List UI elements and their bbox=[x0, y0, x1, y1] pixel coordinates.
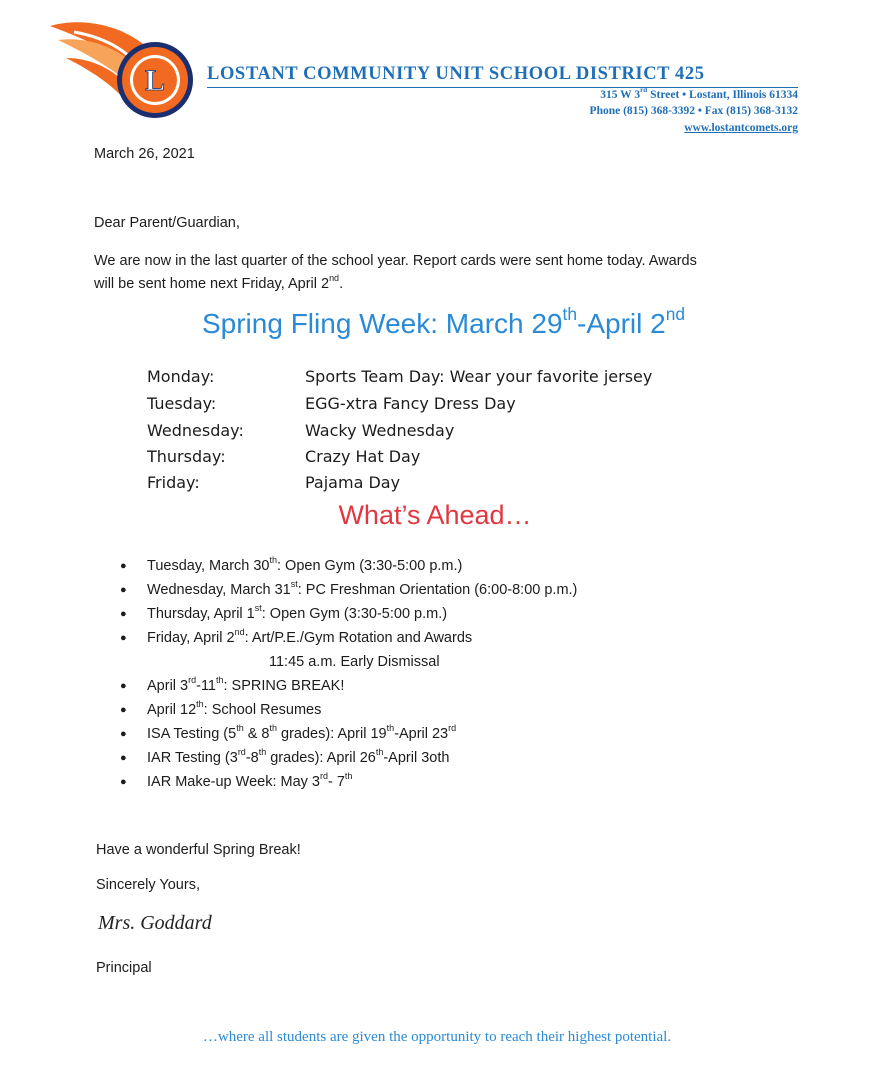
list-item: ● Friday, April 2nd: Art/P.E./Gym Rotation and Awards 11:45 a.m. Early Dismissal bbox=[120, 626, 577, 674]
bullet-icon: ● bbox=[120, 608, 127, 620]
footer-motto: …where all students are given the opportunity to reach their highest potential. bbox=[202, 1029, 672, 1045]
schedule-theme-tuesday: EGG-xtra Fancy Dress Day bbox=[305, 394, 516, 413]
schedule-theme-monday: Sports Team Day: Wear your favorite jersey bbox=[305, 367, 653, 386]
schedule-day-thursday: Thursday: bbox=[147, 447, 226, 466]
signer-title: Principal bbox=[96, 960, 152, 976]
letter-date: March 26, 2021 bbox=[94, 146, 195, 162]
header-rule bbox=[207, 87, 798, 88]
bullet-icon: ● bbox=[120, 680, 127, 692]
bullet-icon: ● bbox=[120, 632, 127, 644]
schedule-day-wednesday: Wednesday: bbox=[147, 421, 244, 440]
whats-ahead-heading: What’s Ahead… bbox=[338, 500, 532, 530]
bullet-icon: ● bbox=[120, 584, 127, 596]
upcoming-events-list bbox=[120, 554, 577, 794]
salutation: Dear Parent/Guardian, bbox=[94, 215, 240, 231]
district-name: LOSTANT COMMUNITY UNIT SCHOOL DISTRICT 425 bbox=[207, 64, 705, 84]
district-website-link[interactable]: www.lostantcomets.org bbox=[684, 122, 798, 134]
school-logo bbox=[48, 18, 198, 126]
list-item: ● IAR Make-up Week: May 3rd- 7th bbox=[120, 770, 577, 794]
list-item: ● Thursday, April 1st: Open Gym (3:30-5:00 p.m.) bbox=[120, 602, 577, 626]
schedule-day-monday: Monday: bbox=[147, 367, 215, 386]
list-item: ● Wednesday, March 31st: PC Freshman Orientation (6:00-8:00 p.m.) bbox=[120, 578, 577, 602]
list-item: ● ISA Testing (5th & 8th grades): April 19th-April 23rd bbox=[120, 722, 577, 746]
bullet-icon: ● bbox=[120, 560, 127, 572]
schedule-day-tuesday: Tuesday: bbox=[147, 394, 217, 413]
intro-line-1: We are now in the last quarter of the school year. Report cards were sent home today. Awards bbox=[94, 253, 697, 269]
list-item: ● Tuesday, March 30th: Open Gym (3:30-5:00 p.m.) bbox=[120, 554, 577, 578]
spring-fling-heading: Spring Fling Week: March 29th-April 2nd bbox=[201, 304, 686, 339]
logo-letter: L bbox=[144, 64, 166, 97]
district-phone-fax: Phone (815) 368-3392 • Fax (815) 368-3132 bbox=[589, 105, 798, 117]
bullet-icon: ● bbox=[120, 728, 127, 740]
intro-line-2: will be sent home next Friday, April 2nd. bbox=[94, 272, 344, 292]
bullet-icon: ● bbox=[120, 752, 127, 764]
schedule-theme-thursday: Crazy Hat Day bbox=[305, 447, 421, 466]
district-address: 315 W 3rd Street • Lostant, Illinois 61334 bbox=[600, 86, 798, 101]
schedule-theme-wednesday: Wacky Wednesday bbox=[305, 421, 455, 440]
bullet-icon: ● bbox=[120, 776, 127, 788]
list-item: ● IAR Testing (3rd-8th grades): April 26th-April 3oth bbox=[120, 746, 577, 770]
signoff: Sincerely Yours, bbox=[96, 877, 200, 893]
list-item-continuation: 11:45 a.m. Early Dismissal bbox=[269, 654, 440, 670]
intro-paragraph bbox=[94, 250, 697, 296]
signature: Mrs. Goddard bbox=[98, 912, 212, 934]
schedule-day-friday: Friday: bbox=[147, 473, 200, 492]
schedule-theme-friday: Pajama Day bbox=[305, 473, 401, 492]
closing-line: Have a wonderful Spring Break! bbox=[96, 842, 301, 858]
bullet-icon: ● bbox=[120, 704, 127, 716]
list-item: ● April 3rd-11th: SPRING BREAK! bbox=[120, 674, 577, 698]
list-item: ● April 12th: School Resumes bbox=[120, 698, 577, 722]
